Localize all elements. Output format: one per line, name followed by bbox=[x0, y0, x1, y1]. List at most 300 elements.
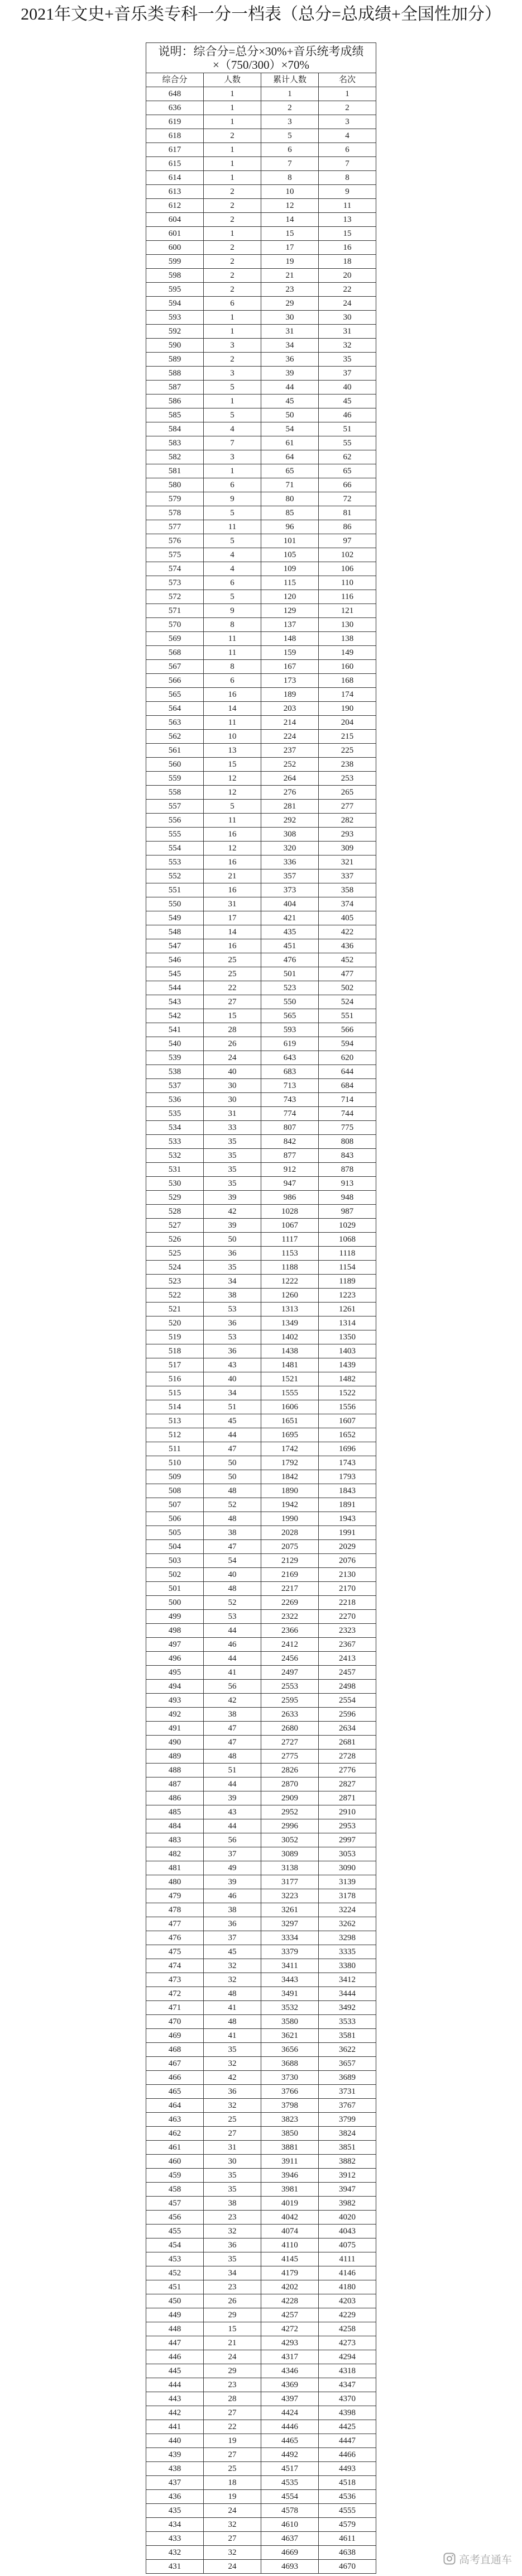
cumulative-cell: 2909 bbox=[261, 1791, 319, 1805]
rank-cell: 1314 bbox=[319, 1316, 376, 1330]
score-cell: 449 bbox=[146, 2308, 204, 2322]
rank-cell: 913 bbox=[319, 1177, 376, 1191]
table-row bbox=[146, 688, 376, 702]
rank-cell: 16 bbox=[319, 241, 376, 255]
count-cell: 13 bbox=[204, 744, 261, 758]
score-cell: 506 bbox=[146, 1512, 204, 1526]
score-cell: 534 bbox=[146, 1121, 204, 1135]
cumulative-cell: 3223 bbox=[261, 1889, 319, 1903]
score-cell: 612 bbox=[146, 199, 204, 213]
rank-cell: 684 bbox=[319, 1079, 376, 1093]
score-cell: 562 bbox=[146, 730, 204, 744]
cumulative-cell: 96 bbox=[261, 520, 319, 534]
table-row bbox=[146, 1638, 376, 1652]
cumulative-cell: 2075 bbox=[261, 1540, 319, 1554]
count-cell: 9 bbox=[204, 604, 261, 618]
table-row bbox=[146, 2448, 376, 2462]
table-row bbox=[146, 367, 376, 381]
count-cell: 36 bbox=[204, 1316, 261, 1330]
table-row bbox=[146, 171, 376, 185]
count-cell: 32 bbox=[204, 2099, 261, 2113]
rank-cell: 138 bbox=[319, 632, 376, 646]
score-cell: 520 bbox=[146, 1316, 204, 1330]
rank-cell: 1223 bbox=[319, 1289, 376, 1303]
count-cell: 22 bbox=[204, 2420, 261, 2434]
cumulative-cell: 4446 bbox=[261, 2420, 319, 2434]
score-cell: 500 bbox=[146, 1596, 204, 1610]
score-cell: 488 bbox=[146, 1764, 204, 1777]
cumulative-cell: 4019 bbox=[261, 2197, 319, 2211]
count-cell: 42 bbox=[204, 1694, 261, 1708]
count-cell: 27 bbox=[204, 2448, 261, 2462]
cumulative-cell: 4610 bbox=[261, 2518, 319, 2532]
rank-cell: 2953 bbox=[319, 1819, 376, 1833]
score-cell: 514 bbox=[146, 1400, 204, 1414]
count-cell: 34 bbox=[204, 1386, 261, 1400]
score-cell: 456 bbox=[146, 2211, 204, 2225]
cumulative-cell: 2028 bbox=[261, 1526, 319, 1540]
rank-cell: 66 bbox=[319, 478, 376, 492]
table-row bbox=[146, 1289, 376, 1303]
table-row bbox=[146, 772, 376, 786]
table-row bbox=[146, 1023, 376, 1037]
cumulative-cell: 2169 bbox=[261, 1568, 319, 1582]
rank-cell: 3 bbox=[319, 115, 376, 129]
cumulative-cell: 17 bbox=[261, 241, 319, 255]
cumulative-cell: 3443 bbox=[261, 1973, 319, 1987]
cumulative-cell: 3334 bbox=[261, 1931, 319, 1945]
rank-cell: 4555 bbox=[319, 2504, 376, 2518]
score-cell: 451 bbox=[146, 2280, 204, 2294]
score-cell: 498 bbox=[146, 1624, 204, 1638]
count-cell: 4 bbox=[204, 548, 261, 562]
cumulative-cell: 2217 bbox=[261, 1582, 319, 1596]
score-cell: 553 bbox=[146, 856, 204, 869]
score-cell: 648 bbox=[146, 87, 204, 101]
cumulative-cell: 3379 bbox=[261, 1945, 319, 1959]
table-row bbox=[146, 1135, 376, 1149]
rank-cell: 62 bbox=[319, 450, 376, 464]
cumulative-cell: 4317 bbox=[261, 2350, 319, 2364]
cumulative-cell: 1792 bbox=[261, 1456, 319, 1470]
cumulative-cell: 39 bbox=[261, 367, 319, 381]
count-cell: 8 bbox=[204, 618, 261, 632]
rank-cell: 2029 bbox=[319, 1540, 376, 1554]
cumulative-cell: 64 bbox=[261, 450, 319, 464]
table-row bbox=[146, 381, 376, 395]
table-row bbox=[146, 422, 376, 436]
score-cell: 585 bbox=[146, 408, 204, 422]
table-row bbox=[146, 2336, 376, 2350]
cumulative-cell: 1990 bbox=[261, 1512, 319, 1526]
table-row bbox=[146, 1917, 376, 1931]
count-cell: 24 bbox=[204, 2504, 261, 2518]
count-cell: 51 bbox=[204, 1764, 261, 1777]
count-cell: 44 bbox=[204, 1777, 261, 1791]
count-cell: 11 bbox=[204, 716, 261, 730]
score-cell: 491 bbox=[146, 1722, 204, 1736]
rank-cell: 3882 bbox=[319, 2155, 376, 2169]
rank-cell: 1189 bbox=[319, 1275, 376, 1289]
table-row bbox=[146, 2197, 376, 2211]
count-cell: 49 bbox=[204, 1861, 261, 1875]
rank-cell: 4294 bbox=[319, 2350, 376, 2364]
table-note-line: 说明：综合分=总分×30%+音乐统考成绩 bbox=[158, 44, 364, 58]
count-cell: 23 bbox=[204, 2211, 261, 2225]
rank-cell: 20 bbox=[319, 269, 376, 283]
cumulative-cell: 643 bbox=[261, 1051, 319, 1065]
count-cell: 30 bbox=[204, 1079, 261, 1093]
count-cell: 2 bbox=[204, 269, 261, 283]
rank-cell: 620 bbox=[319, 1051, 376, 1065]
table-row bbox=[146, 674, 376, 688]
cumulative-cell: 214 bbox=[261, 716, 319, 730]
score-cell: 537 bbox=[146, 1079, 204, 1093]
rank-cell: 1482 bbox=[319, 1372, 376, 1386]
rank-cell: 1118 bbox=[319, 1247, 376, 1261]
score-cell: 511 bbox=[146, 1442, 204, 1456]
cumulative-cell: 23 bbox=[261, 283, 319, 297]
cumulative-cell: 30 bbox=[261, 311, 319, 325]
rank-cell: 2130 bbox=[319, 1568, 376, 1582]
cumulative-cell: 80 bbox=[261, 492, 319, 506]
count-cell: 25 bbox=[204, 2113, 261, 2127]
rank-cell: 2634 bbox=[319, 1722, 376, 1736]
table-row bbox=[146, 2560, 376, 2574]
score-cell: 479 bbox=[146, 1889, 204, 1903]
cumulative-cell: 3052 bbox=[261, 1833, 319, 1847]
rank-cell: 2413 bbox=[319, 1652, 376, 1666]
rank-cell: 13 bbox=[319, 213, 376, 227]
cumulative-cell: 501 bbox=[261, 967, 319, 981]
table-row bbox=[146, 842, 376, 856]
rank-cell: 2323 bbox=[319, 1624, 376, 1638]
table-row bbox=[146, 520, 376, 534]
rank-cell: 45 bbox=[319, 395, 376, 408]
cumulative-cell: 2456 bbox=[261, 1652, 319, 1666]
score-cell: 439 bbox=[146, 2448, 204, 2462]
table-row bbox=[146, 2071, 376, 2085]
table-row bbox=[146, 1107, 376, 1121]
score-cell: 502 bbox=[146, 1568, 204, 1582]
table-row bbox=[146, 2252, 376, 2266]
table-row bbox=[146, 269, 376, 283]
rank-cell: 40 bbox=[319, 381, 376, 395]
table-row bbox=[146, 1582, 376, 1596]
count-cell: 48 bbox=[204, 1512, 261, 1526]
rank-cell: 808 bbox=[319, 1135, 376, 1149]
rank-cell: 277 bbox=[319, 800, 376, 814]
rank-cell: 3912 bbox=[319, 2169, 376, 2183]
cumulative-cell: 373 bbox=[261, 883, 319, 897]
count-cell: 11 bbox=[204, 814, 261, 828]
table-row bbox=[146, 2406, 376, 2420]
score-cell: 565 bbox=[146, 688, 204, 702]
rank-cell: 2827 bbox=[319, 1777, 376, 1791]
table-row bbox=[146, 87, 376, 101]
score-cell: 552 bbox=[146, 869, 204, 883]
score-cell: 614 bbox=[146, 171, 204, 185]
count-cell: 5 bbox=[204, 590, 261, 604]
count-cell: 39 bbox=[204, 1219, 261, 1233]
rank-cell: 4043 bbox=[319, 2225, 376, 2238]
table-row bbox=[146, 618, 376, 632]
count-cell: 35 bbox=[204, 1149, 261, 1163]
score-cell: 594 bbox=[146, 297, 204, 311]
score-cell: 512 bbox=[146, 1428, 204, 1442]
table-row bbox=[146, 1093, 376, 1107]
table-row bbox=[146, 297, 376, 311]
count-cell: 48 bbox=[204, 1750, 261, 1764]
count-cell: 36 bbox=[204, 2085, 261, 2099]
count-cell: 4 bbox=[204, 562, 261, 576]
cumulative-cell: 120 bbox=[261, 590, 319, 604]
score-cell: 494 bbox=[146, 1680, 204, 1694]
cumulative-cell: 101 bbox=[261, 534, 319, 548]
count-cell: 35 bbox=[204, 2169, 261, 2183]
cumulative-cell: 237 bbox=[261, 744, 319, 758]
score-cell: 566 bbox=[146, 674, 204, 688]
table-row bbox=[146, 1736, 376, 1750]
rank-cell: 3731 bbox=[319, 2085, 376, 2099]
table-row bbox=[146, 1568, 376, 1582]
table-row bbox=[146, 115, 376, 129]
table-row bbox=[146, 450, 376, 464]
count-cell: 3 bbox=[204, 450, 261, 464]
cumulative-cell: 12 bbox=[261, 199, 319, 213]
cumulative-cell: 4179 bbox=[261, 2266, 319, 2280]
table-row bbox=[146, 1344, 376, 1358]
table-row bbox=[146, 1400, 376, 1414]
cumulative-cell: 159 bbox=[261, 646, 319, 660]
table-row bbox=[146, 2378, 376, 2392]
cumulative-cell: 224 bbox=[261, 730, 319, 744]
rank-cell: 24 bbox=[319, 297, 376, 311]
rank-cell: 30 bbox=[319, 311, 376, 325]
score-cell: 438 bbox=[146, 2462, 204, 2476]
cumulative-cell: 4272 bbox=[261, 2322, 319, 2336]
table-row bbox=[146, 1819, 376, 1833]
table-row bbox=[146, 869, 376, 883]
table-row bbox=[146, 730, 376, 744]
rank-cell: 4579 bbox=[319, 2518, 376, 2532]
cumulative-cell: 1695 bbox=[261, 1428, 319, 1442]
score-cell: 582 bbox=[146, 450, 204, 464]
table-row bbox=[146, 967, 376, 981]
cumulative-cell: 3491 bbox=[261, 1987, 319, 2001]
count-cell: 30 bbox=[204, 2155, 261, 2169]
score-cell: 601 bbox=[146, 227, 204, 241]
count-cell: 23 bbox=[204, 2280, 261, 2294]
count-cell: 1 bbox=[204, 395, 261, 408]
cumulative-cell: 8 bbox=[261, 171, 319, 185]
page-title: 2021年文史+音乐类专科一分一档表（总分=总成绩+全国性加分） bbox=[21, 5, 501, 23]
table-row bbox=[146, 2518, 376, 2532]
table-row bbox=[146, 1540, 376, 1554]
logo-icon bbox=[443, 2553, 456, 2565]
cumulative-cell: 565 bbox=[261, 1009, 319, 1023]
score-cell: 530 bbox=[146, 1177, 204, 1191]
rank-cell: 4536 bbox=[319, 2490, 376, 2504]
score-cell: 536 bbox=[146, 1093, 204, 1107]
table-row bbox=[146, 2266, 376, 2280]
rank-cell: 843 bbox=[319, 1149, 376, 1163]
cumulative-cell: 1 bbox=[261, 87, 319, 101]
rank-cell: 215 bbox=[319, 730, 376, 744]
cumulative-cell: 4042 bbox=[261, 2211, 319, 2225]
cumulative-cell: 4424 bbox=[261, 2406, 319, 2420]
rank-cell: 1261 bbox=[319, 1303, 376, 1316]
rank-cell: 524 bbox=[319, 995, 376, 1009]
table-row bbox=[146, 632, 376, 646]
score-cell: 482 bbox=[146, 1847, 204, 1861]
rank-cell: 293 bbox=[319, 828, 376, 842]
rank-cell: 2218 bbox=[319, 1596, 376, 1610]
score-cell: 463 bbox=[146, 2113, 204, 2127]
cumulative-cell: 85 bbox=[261, 506, 319, 520]
count-cell: 42 bbox=[204, 2071, 261, 2085]
table-row bbox=[146, 995, 376, 1009]
score-table bbox=[146, 42, 376, 2574]
table-row bbox=[146, 1959, 376, 1973]
rank-cell: 102 bbox=[319, 548, 376, 562]
table-row bbox=[146, 2532, 376, 2546]
cumulative-cell: 877 bbox=[261, 1149, 319, 1163]
cumulative-cell: 115 bbox=[261, 576, 319, 590]
table-row bbox=[146, 2085, 376, 2099]
count-cell: 12 bbox=[204, 772, 261, 786]
rank-cell: 744 bbox=[319, 1107, 376, 1121]
score-cell: 487 bbox=[146, 1777, 204, 1791]
rank-cell: 81 bbox=[319, 506, 376, 520]
cumulative-cell: 4637 bbox=[261, 2532, 319, 2546]
count-cell: 41 bbox=[204, 2001, 261, 2015]
count-cell: 32 bbox=[204, 2057, 261, 2071]
count-cell: 2 bbox=[204, 283, 261, 297]
cumulative-cell: 947 bbox=[261, 1177, 319, 1191]
table-row bbox=[146, 1079, 376, 1093]
table-row bbox=[146, 1358, 376, 1372]
score-cell: 539 bbox=[146, 1051, 204, 1065]
cumulative-cell: 336 bbox=[261, 856, 319, 869]
score-cell: 496 bbox=[146, 1652, 204, 1666]
rank-cell: 436 bbox=[319, 939, 376, 953]
table-row bbox=[146, 534, 376, 548]
table-row bbox=[146, 1805, 376, 1819]
cumulative-cell: 1067 bbox=[261, 1219, 319, 1233]
table-row bbox=[146, 1610, 376, 1624]
score-cell: 543 bbox=[146, 995, 204, 1009]
table-row bbox=[146, 1330, 376, 1344]
cumulative-cell: 54 bbox=[261, 422, 319, 436]
table-row bbox=[146, 157, 376, 171]
count-cell: 46 bbox=[204, 1889, 261, 1903]
rank-cell: 4518 bbox=[319, 2476, 376, 2490]
score-cell: 571 bbox=[146, 604, 204, 618]
cumulative-cell: 4554 bbox=[261, 2490, 319, 2504]
table-header-row bbox=[146, 73, 376, 87]
table-row bbox=[146, 2546, 376, 2560]
count-cell: 30 bbox=[204, 1093, 261, 1107]
table-row bbox=[146, 1554, 376, 1568]
cumulative-cell: 4110 bbox=[261, 2238, 319, 2252]
count-cell: 27 bbox=[204, 2532, 261, 2546]
score-cell: 576 bbox=[146, 534, 204, 548]
table-row bbox=[146, 1931, 376, 1945]
count-cell: 52 bbox=[204, 1498, 261, 1512]
count-cell: 5 bbox=[204, 800, 261, 814]
count-cell: 15 bbox=[204, 2322, 261, 2336]
score-cell: 509 bbox=[146, 1470, 204, 1484]
count-cell: 50 bbox=[204, 1456, 261, 1470]
score-cell: 529 bbox=[146, 1191, 204, 1205]
score-cell: 486 bbox=[146, 1791, 204, 1805]
rank-cell: 2457 bbox=[319, 1666, 376, 1680]
score-cell: 575 bbox=[146, 548, 204, 562]
cumulative-cell: 3688 bbox=[261, 2057, 319, 2071]
table-row bbox=[146, 1121, 376, 1135]
score-cell: 447 bbox=[146, 2336, 204, 2350]
rank-cell: 551 bbox=[319, 1009, 376, 1023]
cumulative-cell: 2322 bbox=[261, 1610, 319, 1624]
count-cell: 5 bbox=[204, 534, 261, 548]
rank-cell: 282 bbox=[319, 814, 376, 828]
score-cell: 573 bbox=[146, 576, 204, 590]
score-cell: 579 bbox=[146, 492, 204, 506]
cumulative-cell: 2366 bbox=[261, 1624, 319, 1638]
score-cell: 442 bbox=[146, 2406, 204, 2420]
score-cell: 557 bbox=[146, 800, 204, 814]
rank-cell: 405 bbox=[319, 911, 376, 925]
table-row bbox=[146, 506, 376, 520]
table-row bbox=[146, 2057, 376, 2071]
cumulative-cell: 2727 bbox=[261, 1736, 319, 1750]
score-cell: 618 bbox=[146, 129, 204, 143]
cumulative-cell: 7 bbox=[261, 157, 319, 171]
rank-cell: 3533 bbox=[319, 2015, 376, 2029]
count-cell: 45 bbox=[204, 1414, 261, 1428]
table-row bbox=[146, 548, 376, 562]
score-cell: 527 bbox=[146, 1219, 204, 1233]
score-cell: 460 bbox=[146, 2155, 204, 2169]
cumulative-cell: 173 bbox=[261, 674, 319, 688]
rank-cell: 4347 bbox=[319, 2378, 376, 2392]
table-row bbox=[146, 2015, 376, 2029]
rank-cell: 2997 bbox=[319, 1833, 376, 1847]
cumulative-cell: 1742 bbox=[261, 1442, 319, 1456]
score-cell: 469 bbox=[146, 2029, 204, 2043]
count-cell: 44 bbox=[204, 1428, 261, 1442]
table-row bbox=[146, 2211, 376, 2225]
rank-cell: 4111 bbox=[319, 2252, 376, 2266]
cumulative-cell: 3946 bbox=[261, 2169, 319, 2183]
cumulative-cell: 2826 bbox=[261, 1764, 319, 1777]
rank-cell: 4203 bbox=[319, 2294, 376, 2308]
count-cell: 1 bbox=[204, 325, 261, 339]
rank-cell: 168 bbox=[319, 674, 376, 688]
rank-cell: 878 bbox=[319, 1163, 376, 1177]
count-cell: 24 bbox=[204, 1051, 261, 1065]
table-row bbox=[146, 1791, 376, 1805]
rank-cell: 1793 bbox=[319, 1470, 376, 1484]
count-cell: 46 bbox=[204, 1638, 261, 1652]
table-row bbox=[146, 981, 376, 995]
score-cell: 563 bbox=[146, 716, 204, 730]
rank-cell: 2076 bbox=[319, 1554, 376, 1568]
count-cell: 53 bbox=[204, 1303, 261, 1316]
count-cell: 2 bbox=[204, 213, 261, 227]
table-row bbox=[146, 1442, 376, 1456]
